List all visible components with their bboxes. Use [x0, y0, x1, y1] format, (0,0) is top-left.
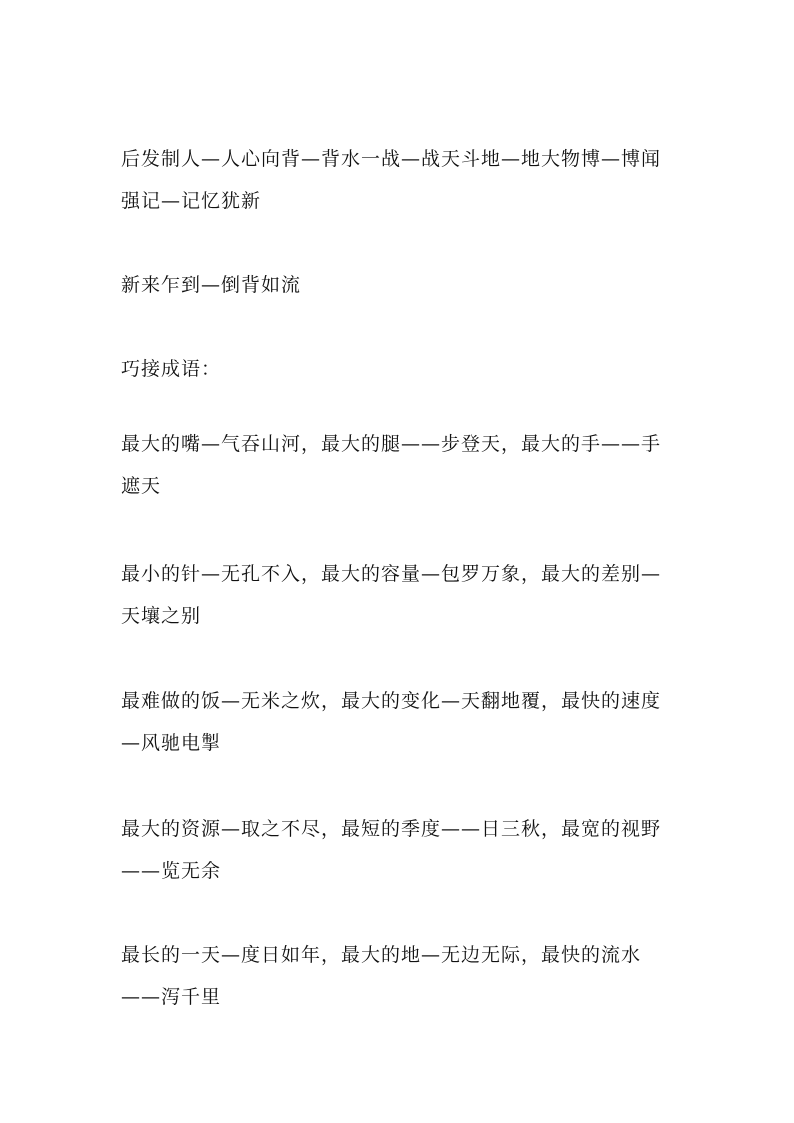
idiom-paragraph-5: 最长的一天—度日如年，最大的地—无边无际，最快的流水——泻千里 — [121, 944, 642, 1008]
idiom-paragraph-4: 最大的资源—取之不尽，最短的季度——日三秋，最宽的视野——览无余 — [121, 818, 662, 882]
idiom-paragraph-3: 最难做的饭—无米之炊，最大的变化—天翻地覆，最快的速度—风驰电掣 — [121, 690, 662, 754]
chain-idiom-paragraph: 后发制人—人心向背—背水一战—战天斗地—地大物博—博闻强记—记忆犹新 — [121, 148, 662, 212]
idiom-paragraph-1: 最大的嘴—气吞山河，最大的腿——步登天，最大的手——手遮天 — [121, 433, 662, 497]
idiom-paragraph-2: 最小的针—无孔不入，最大的容量—包罗万象，最大的差别—天壤之别 — [121, 563, 662, 627]
chain-idiom-ending: 新来乍到—倒背如流 — [121, 274, 302, 296]
section-heading: 巧接成语： — [121, 358, 222, 380]
